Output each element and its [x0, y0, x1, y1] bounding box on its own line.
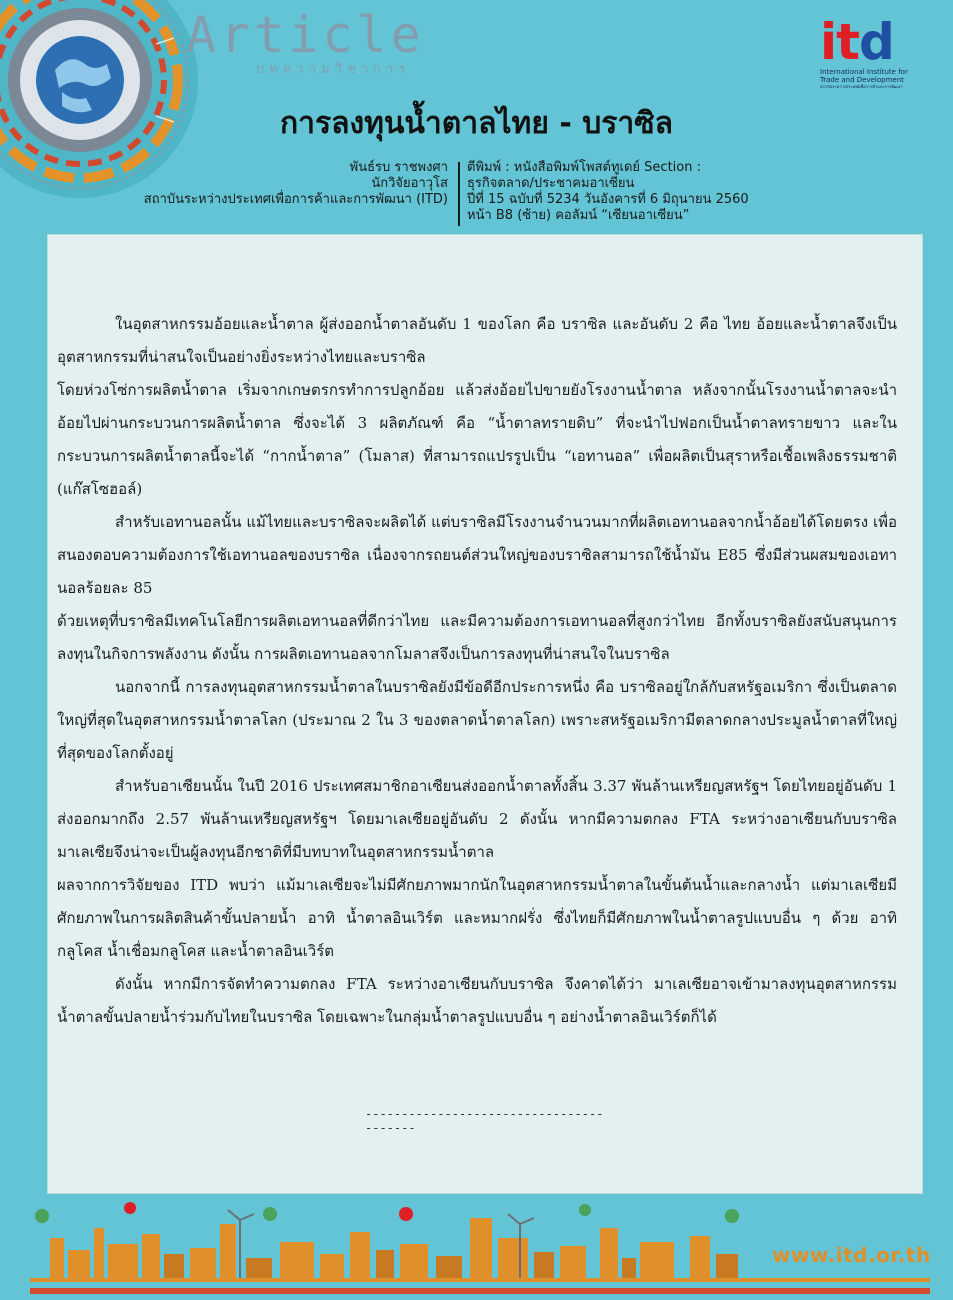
itd-logo	[820, 13, 920, 89]
paragraph-2: โดยห่วงโซ่การผลิตน้ำตาล เริ่มจากเกษตรกรทำการปลูกอ้อย แล้วส่งอ้อยไปขายยังโรงงานน้ำตาล หลังจากนั้นโรงงานน้ำตาลจะนำอ้อยไปผ่านกระบวนการผลิตน้ำตาล ซึ่งจะได้ 3 ผลิตภัณฑ์ คือ “น้ำตาลทรายดิบ” ที่จะนำไปฟอกเป็นน้ำตาลทรายขาว และในกระบวนการผลิตน้ำตาลนี้จะได้ “กากน้ำตาล” (โมลาส) ที่สามารถแปรรูปเป็น “เอทานอล” เพื่อผลิตเป็นสุราหรือเชื้อเพลิงธรรมชาติ (แก๊สโซฮอล์)	[57, 381, 897, 498]
publication-line-1: ตีพิมพ์ : หนังสือพิมพ์โพสต์ทูเดย์ Section :	[467, 160, 701, 175]
publication-line-3: ปีที่ 15 ฉบับที่ 5234 วันอังคารที่ 6 มิถุนายน 2560	[467, 192, 749, 207]
author-name: พันธ์รบ ราชพงศา	[349, 160, 448, 175]
paragraph-4: ด้วยเหตุที่บราซิลมีเทคโนโลยีการผลิตเอทานอลที่ดีกว่าไทย และมีความต้องการเอทานอลที่สูงกว่าไทย อีกทั้งบราซิลยังสนับสนุนการลงทุนในกิจการพลังงาน ดังนั้น การผลิตเอทานอลจากโมลาสจึงเป็นการลงทุนที่น่าสนใจในบราซิล	[57, 612, 897, 663]
article-body	[57, 308, 897, 1034]
logo-mark-it: it	[820, 13, 860, 71]
paragraph-3: สำหรับเอทานอลนั้น แม้ไทยและบราซิลจะผลิตได้ แต่บราซิลมีโรงงานจำนวนมากที่ผลิตเอทานอลจากน้ำอ้อยได้โดยตรง เพื่อสนองตอบความต้องการใช้เอทานอลของบราซิล เนื่องจากรถยนต์ส่วนใหญ่ของบราซิลสามารถใช้น้ำมัน E85 ซึ่งมีส่วนผสมของเอทานอลร้อยละ 85	[57, 513, 897, 597]
paragraph-7: ผลจากการวิจัยของ ITD พบว่า แม้มาเลเซียจะไม่มีศักยภาพมากนักในอุตสาหกรรมน้ำตาลในขั้นต้นน้ำและกลางน้ำ แต่มาเลเซียมีศักยภาพในการผลิตสินค้าขั้นปลายน้ำ อาทิ น้ำตาลอินเวิร์ต และหมากฝรั่ง ซึ่งไทยก็มีศักยภาพในน้ำตาลรูปแบบอื่น ๆ ด้วย อาทิ กลูโคส น้ำเชื่อมกลูโคส และน้ำตาลอินเวิร์ต	[57, 876, 897, 960]
end-separator: ----------------------------------------	[365, 1107, 604, 1135]
author-organization: สถาบันระหว่างประเทศเพื่อการค้าและการพัฒนา (ITD)	[143, 192, 448, 207]
page-title: การลงทุนน้ำตาลไทย - บราซิล	[279, 106, 674, 141]
paragraph-8: ดังนั้น หากมีการจัดทำความตกลง FTA ระหว่างอาเซียนกับบราซิล จึงคาดได้ว่า มาเลเซียอาจเข้ามาลงทุนอุตสาหกรรมน้ำตาลขั้นปลายน้ำร่วมกับไทยในบราซิล โดยเฉพาะในกลุ่มน้ำตาลรูปแบบอื่น ๆ อย่างน้ำตาลอินเวิร์ตก็ได้	[57, 975, 897, 1026]
author-block	[144, 160, 448, 208]
article-heading-graphic: Article	[186, 6, 425, 64]
publication-line-2: ธุรกิจตลาด/ประชาคมอาเซียน	[467, 176, 635, 191]
itd-logo-mark	[820, 13, 920, 71]
publication-line-4: หน้า B8 (ซ้าย) คอลัมน์ “เซียนอาเซียน”	[467, 208, 690, 223]
logo-mark-d: d	[859, 13, 894, 71]
footer-website-url[interactable]: www.itd.or.th	[772, 1243, 931, 1267]
logo-line-1: International Institute for	[820, 68, 908, 76]
paragraph-6: สำหรับอาเซียนนั้น ในปี 2016 ประเทศสมาชิกอาเซียนส่งออกน้ำตาลทั้งสิ้น 3.37 พันล้านเหรียญสหรัฐฯ โดยไทยอยู่อันดับ 1 ส่งออกมากถึง 2.57 พันล้านเหรียญสหรัฐฯ โดยมาเลเซียอยู่อันดับ 2 ดังนั้น หากมีความตกลง FTA ระหว่างอาเซียนกับบราซิล มาเลเซียจึงน่าจะเป็นผู้ลงทุนอีกชาติที่มีบทบาทในอุตสาหกรรมน้ำตาล	[57, 777, 897, 861]
article-subheading: บทความวิชาการ	[256, 62, 411, 77]
logo-line-3: สถาบันระหว่างประเทศเพื่อการค้าและการพัฒนา	[820, 84, 903, 89]
paragraph-1: ในอุตสาหกรรมอ้อยและน้ำตาล ผู้ส่งออกน้ำตาลอันดับ 1 ของโลก คือ บราซิล และอันดับ 2 คือ ไทย อ้อยและน้ำตาลจึงเป็นอุตสาหกรรมที่น่าสนใจเป็นอย่างยิ่งระหว่างไทยและบราซิล	[57, 315, 897, 366]
publication-block	[467, 160, 749, 224]
header-divider	[458, 162, 460, 226]
author-position: นักวิจัยอาวุโส	[371, 176, 448, 191]
paragraph-5: นอกจากนี้ การลงทุนอุตสาหกรรมน้ำตาลในบราซิลยังมีข้อดีอีกประการหนึ่ง คือ บราซิลอยู่ใกล้กับสหรัฐอเมริกา ซึ่งเป็นตลาดใหญ่ที่สุดในอุตสาหกรรมน้ำตาลโลก (ประมาณ 2 ใน 3 ของตลาดน้ำตาลโลก) เพราะสหรัฐอเมริกามีตลาดกลางประมูลน้ำตาลที่ใหญ่ที่สุดของโลกตั้งอยู่	[57, 678, 897, 762]
logo-line-2: Trade and Development	[820, 76, 904, 84]
